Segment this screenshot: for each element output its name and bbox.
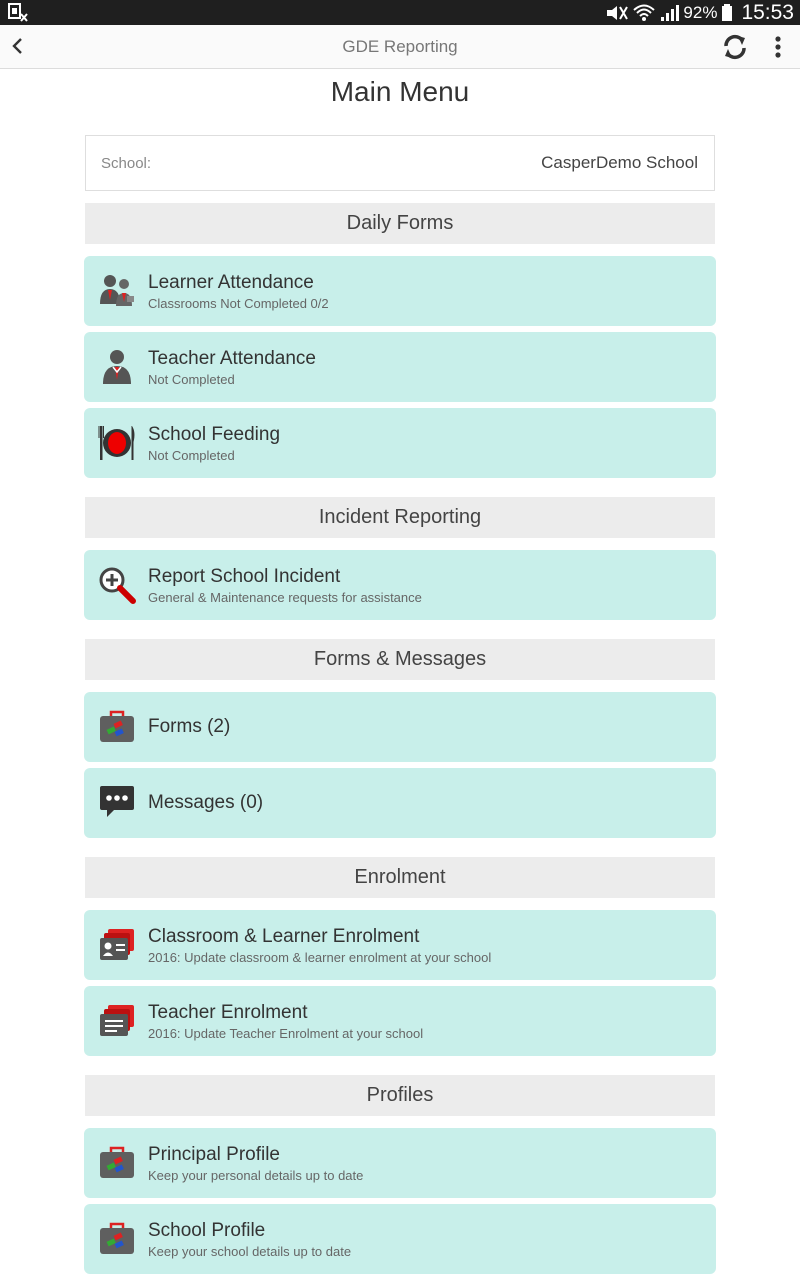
briefcase-icon <box>98 1220 136 1258</box>
plate-icon <box>98 424 136 462</box>
magnifier-icon <box>98 566 136 604</box>
sync-icon[interactable] <box>720 32 750 62</box>
card-title: Messages (0) <box>148 792 264 813</box>
section-enrolment: Enrolment <box>85 857 715 898</box>
app-bar <box>0 25 800 69</box>
school-label: School: <box>101 155 152 172</box>
card-title: Teacher Attendance <box>148 348 316 369</box>
section-incident-reporting: Incident Reporting <box>85 497 715 538</box>
school-value: CasperDemo School <box>541 153 698 172</box>
page-title: Main Menu <box>330 76 470 107</box>
id-cards-icon <box>98 926 136 964</box>
signal-icon <box>659 4 679 22</box>
more-vert-icon[interactable] <box>766 33 790 61</box>
card-subtitle: Not Completed <box>148 448 235 463</box>
teacher-attendance-card[interactable] <box>84 332 716 402</box>
teacher-enrolment-card[interactable] <box>84 986 716 1056</box>
section-daily-forms: Daily Forms <box>85 203 715 244</box>
learners-icon <box>98 272 136 310</box>
card-subtitle: 2016: Update classroom & learner enrolment at your school <box>148 950 492 965</box>
card-title: Report School Incident <box>148 566 341 587</box>
principal-profile-card[interactable] <box>84 1128 716 1198</box>
wifi-icon <box>633 4 655 22</box>
card-title: Learner Attendance <box>148 272 314 293</box>
status-bar <box>0 0 800 25</box>
card-subtitle: Not Completed <box>148 372 235 387</box>
app-title: GDE Reporting <box>342 37 458 56</box>
clock: 15:53 <box>741 0 794 24</box>
school-feeding-card[interactable] <box>84 408 716 478</box>
forms-card[interactable] <box>84 692 716 762</box>
card-subtitle: General & Maintenance requests for assistance <box>148 590 422 605</box>
classroom-enrolment-card[interactable] <box>84 910 716 980</box>
card-title: Classroom & Learner Enrolment <box>148 926 420 947</box>
card-subtitle: 2016: Update Teacher Enrolment at your school <box>148 1026 424 1041</box>
card-subtitle: Classrooms Not Completed 0/2 <box>148 296 329 311</box>
section-profiles: Profiles <box>85 1075 715 1116</box>
battery-icon <box>721 4 733 22</box>
learner-attendance-card[interactable] <box>84 256 716 326</box>
school-profile-card[interactable] <box>84 1204 716 1274</box>
school-field[interactable] <box>85 135 715 191</box>
teacher-icon <box>98 348 136 386</box>
mute-icon <box>605 4 629 22</box>
card-subtitle: Keep your personal details up to date <box>148 1168 364 1183</box>
card-title: Teacher Enrolment <box>148 1002 308 1023</box>
report-incident-card[interactable] <box>84 550 716 620</box>
sim-card-icon <box>8 3 28 22</box>
messages-card[interactable] <box>84 768 716 838</box>
status-right <box>605 0 794 25</box>
card-title: Principal Profile <box>148 1144 280 1165</box>
card-title: School Feeding <box>148 424 281 445</box>
card-title: School Profile <box>148 1220 266 1241</box>
briefcase-icon <box>98 1144 136 1182</box>
id-cards-icon <box>98 1002 136 1040</box>
card-title: Forms (2) <box>148 716 231 737</box>
card-subtitle: Keep your school details up to date <box>148 1244 352 1259</box>
chat-icon <box>98 784 136 822</box>
battery-level: 92% <box>683 2 718 22</box>
section-forms-messages: Forms & Messages <box>85 639 715 680</box>
briefcase-icon <box>98 708 136 746</box>
